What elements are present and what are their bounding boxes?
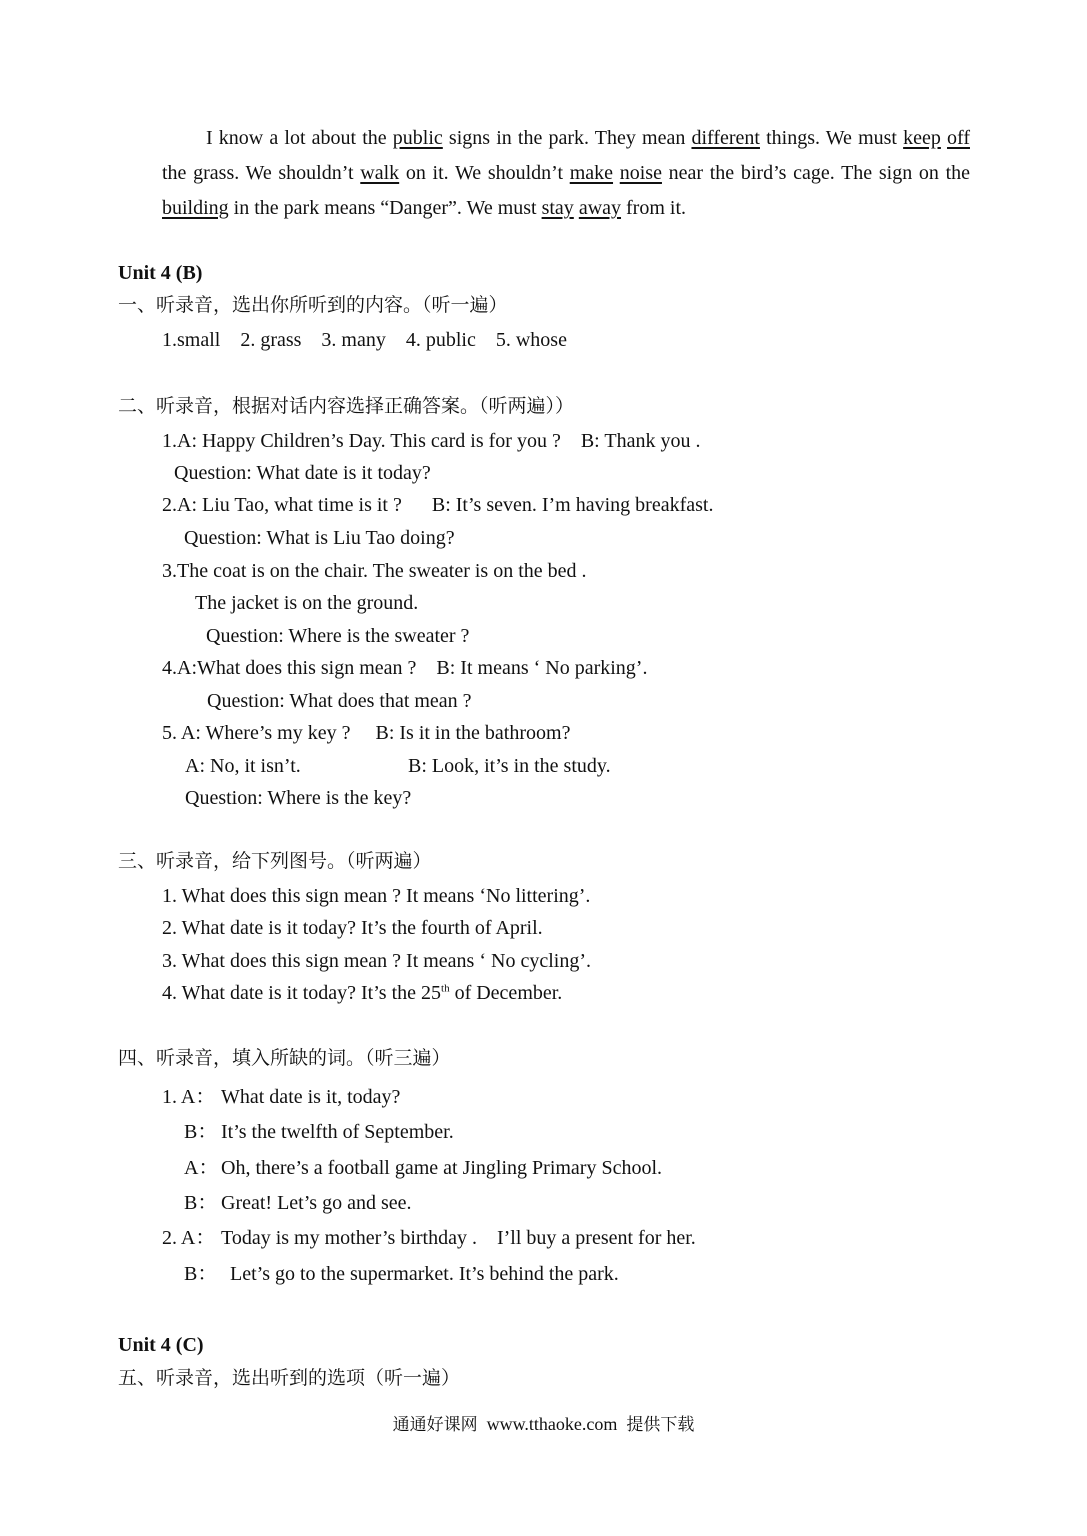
intro-text: near the bird’s cage. The sign on the: [661, 162, 971, 184]
listening-line: 2. What date is it today? It’s the fourth of April.: [162, 917, 543, 939]
section-2-title: 二、听录音，根据对话内容选择正确答案。（听两遍））: [118, 395, 575, 417]
answer-off: off: [947, 127, 970, 149]
dialogue-line: 5. A: Where’s my key ? B: Is it in the bathroom?: [162, 722, 571, 744]
answer-noise: noise: [619, 162, 662, 184]
dialogue-line: 2.A: Liu Tao, what time is it ? B: It’s seven. I’m having breakfast.: [162, 494, 714, 516]
dialogue-line: B: Look, it’s in the study.: [408, 755, 611, 777]
intro-text: from it.: [621, 197, 687, 219]
answer-public: public: [392, 127, 443, 149]
question-line: Question: Where is the key?: [185, 787, 412, 809]
unit-4b-heading: Unit 4 (B): [118, 262, 203, 284]
section-3-title: 三、听录音，给下列图号。（听两遍）: [118, 850, 432, 872]
speaker-label: 2. A：: [162, 1227, 216, 1249]
intro-text: things. We must: [759, 127, 904, 149]
intro-text: the grass. We shouldn’t: [162, 162, 361, 184]
question-line: Question: What is Liu Tao doing?: [184, 527, 455, 549]
listening-text: 4. What date is it today? It’s the 25: [162, 982, 442, 1004]
speaker-label: B：: [184, 1121, 218, 1143]
dialogue-line: 1.A: Happy Children’s Day. This card is for you ? B: Thank you .: [162, 430, 701, 452]
section-1-title: 一、听录音，选出你所听到的内容。（听一遍）: [118, 294, 508, 316]
answer-stay: stay: [541, 197, 574, 219]
dialogue-line: The jacket is on the ground.: [195, 592, 419, 614]
unit-4c-heading: Unit 4 (C): [118, 1334, 204, 1356]
speaker-label: B：: [184, 1263, 218, 1285]
dialogue-line: Great! Let’s go and see.: [221, 1192, 412, 1214]
question-line: Question: Where is the sweater ?: [206, 625, 470, 647]
intro-paragraph: [162, 121, 970, 226]
dialogue-line: 4.A:What does this sign mean ? B: It means ‘ No parking’.: [162, 657, 648, 679]
footer-url[interactable]: www.tthaoke.com: [486, 1414, 618, 1434]
listening-line: 1. What does this sign mean ? It means ‘No littering’.: [162, 885, 591, 907]
question-line: Question: What does that mean ?: [207, 690, 472, 712]
dialogue-line: Oh, there’s a football game at Jingling Primary School.: [221, 1157, 663, 1179]
footer-site-name: 通通好课网: [392, 1415, 478, 1435]
listening-line: 3. What does this sign mean ? It means ‘ No cycling’.: [162, 950, 591, 972]
listening-line: [162, 983, 562, 1003]
speaker-label: A：: [184, 1157, 219, 1179]
footer-download-text: 提供下载: [626, 1415, 695, 1435]
listening-text: of December.: [449, 982, 563, 1004]
answer-away: away: [578, 197, 622, 219]
speaker-label: B：: [184, 1192, 218, 1214]
dialogue-line: It’s the twelfth of September.: [221, 1121, 454, 1143]
page-footer: [0, 1410, 1087, 1435]
question-line: Question: What date is it today?: [174, 462, 431, 484]
intro-text: on it. We shouldn’t: [399, 162, 570, 184]
intro-text: signs in the park. They mean: [442, 127, 692, 149]
speaker-label: 1. A：: [162, 1086, 216, 1108]
section-4-title: 四、听录音，填入所缺的词。（听三遍）: [118, 1047, 451, 1069]
section-1-items: 1.small 2. grass 3. many 4. public 5. whose: [162, 329, 567, 351]
answer-make: make: [569, 162, 614, 184]
intro-text: in the park means “Danger”. We must: [228, 197, 542, 219]
answer-keep: keep: [903, 127, 941, 149]
dialogue-line: Let’s go to the supermarket. It’s behind the park.: [230, 1263, 619, 1285]
dialogue-line: A: No, it isn’t.: [185, 755, 301, 777]
section-5-title: 五、听录音，选出听到的选项（听一遍）: [118, 1367, 461, 1389]
answer-different: different: [691, 127, 760, 149]
dialogue-line: What date is it, today?: [221, 1086, 401, 1108]
dialogue-line: Today is my mother’s birthday . I’ll buy a present for her.: [221, 1227, 696, 1249]
answer-walk: walk: [360, 162, 400, 184]
ordinal-suffix: th: [441, 982, 450, 995]
answer-building: building: [162, 197, 229, 219]
intro-text: I know a lot about the: [206, 127, 393, 149]
dialogue-line: 3.The coat is on the chair. The sweater is on the bed .: [162, 560, 587, 582]
